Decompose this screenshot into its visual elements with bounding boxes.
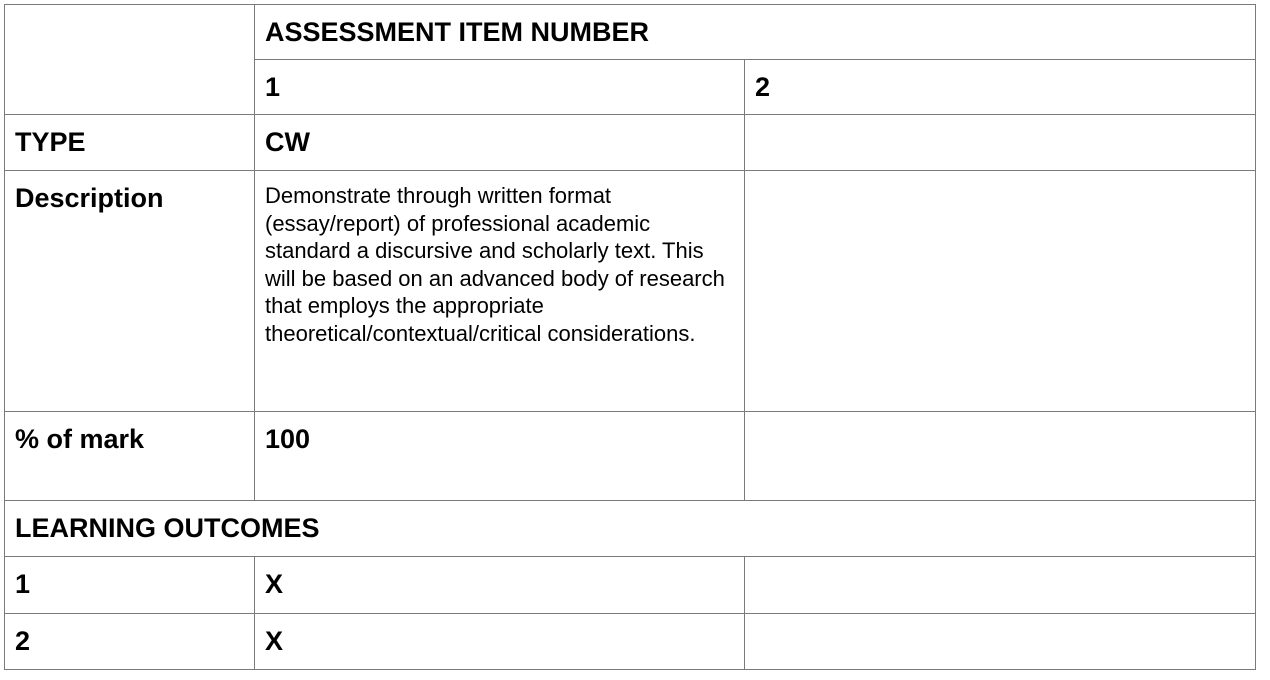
table-row <box>5 5 1256 60</box>
table-row <box>5 501 1256 557</box>
table-row <box>5 115 1256 171</box>
item-number-1: 1 <box>255 60 745 115</box>
type-label: TYPE <box>5 115 255 171</box>
table-row <box>5 614 1256 670</box>
learning-outcome-mark: X <box>255 614 745 670</box>
learning-outcome-mark <box>745 557 1256 614</box>
percent-of-mark-label: % of mark <box>5 412 255 501</box>
table-row <box>5 557 1256 614</box>
percent-of-mark-value-2 <box>745 412 1256 501</box>
description-value-1: Demonstrate through written format (essay/report) of professional academic standard a discursive and scholarly text. This will be based on an advanced body of research that employs the appropriate theoretical/contextual/critical considerations. <box>255 171 745 412</box>
table-row <box>5 171 1256 412</box>
type-value-2 <box>745 115 1256 171</box>
percent-of-mark-value-1: 100 <box>255 412 745 501</box>
type-value-1: CW <box>255 115 745 171</box>
item-number-2: 2 <box>745 60 1256 115</box>
assessment-item-number-heading: ASSESSMENT ITEM NUMBER <box>255 5 1256 60</box>
learning-outcome-number: 2 <box>5 614 255 670</box>
learning-outcome-mark <box>745 614 1256 670</box>
description-value-2 <box>745 171 1256 412</box>
assessment-table <box>4 4 1256 670</box>
learning-outcome-mark: X <box>255 557 745 614</box>
empty-corner-cell <box>5 5 255 115</box>
table-row <box>5 412 1256 501</box>
description-label: Description <box>5 171 255 412</box>
learning-outcome-number: 1 <box>5 557 255 614</box>
learning-outcomes-heading: LEARNING OUTCOMES <box>5 501 1256 557</box>
